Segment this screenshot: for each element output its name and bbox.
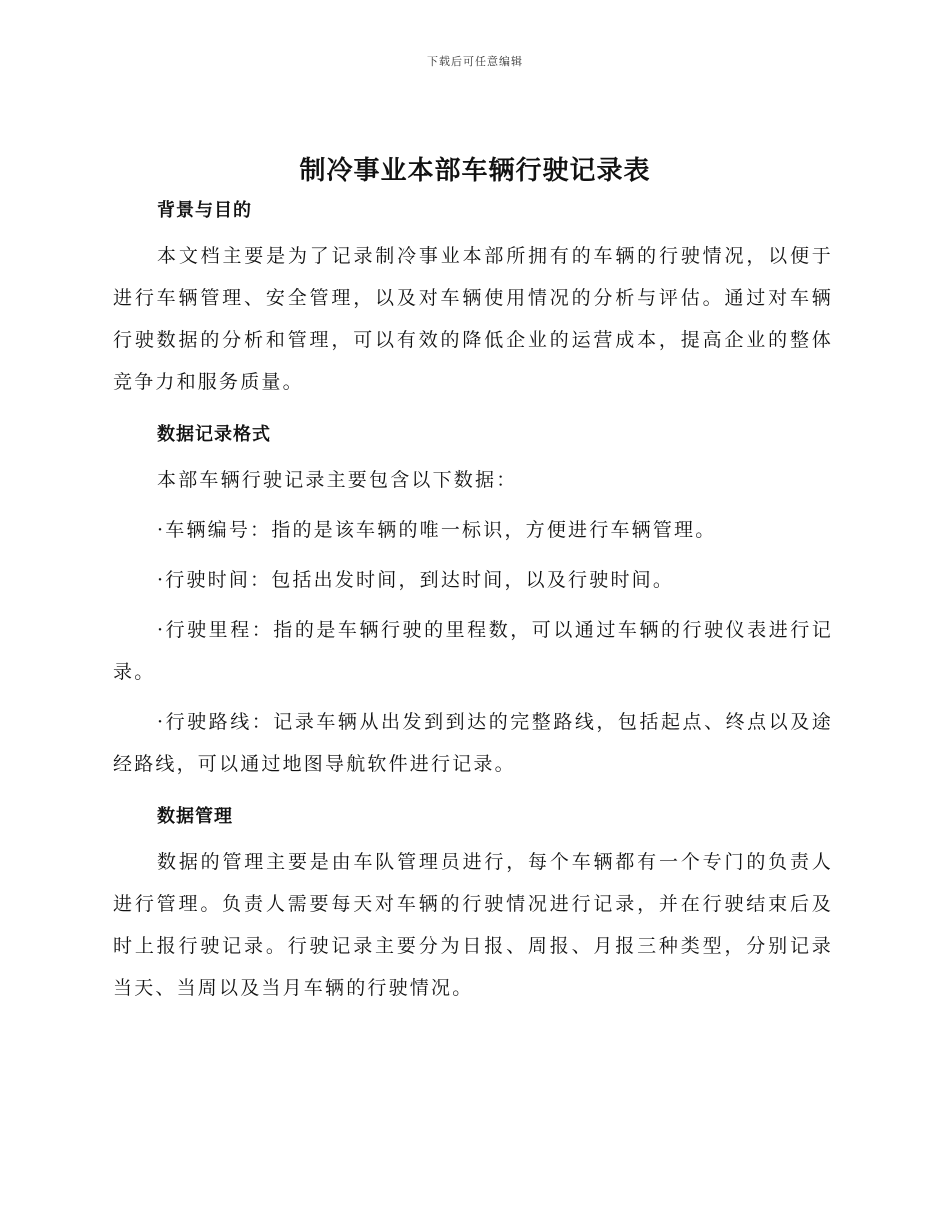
bullet-dot-icon: ·: [157, 619, 166, 641]
bullet-dot-icon: ·: [157, 711, 166, 733]
bullet-dot-icon: ·: [157, 519, 166, 541]
list-item-vehicle-id: [113, 509, 833, 551]
list-item-route: [113, 701, 833, 785]
document-title: 制冷事业本部车辆行驶记录表: [299, 156, 651, 186]
background-paragraph: 本文档主要是为了记录制冷事业本部所拥有的车辆的行驶情况，以便于进行车辆管理、安全管理，以及对车辆使用情况的分析与评估。通过对车辆行驶数据的分析和管理，可以有效的降低企业的运营成本，提高企业的整体竞争力和服务质量。: [113, 245, 833, 393]
section-data-management: [113, 801, 833, 1009]
section-heading-data-management: 数据管理: [157, 806, 233, 827]
list-item-text: 行驶里程：指的是车辆行驶的里程数，可以通过车辆的行驶仪表进行记录。: [113, 619, 833, 683]
bullet-dot-icon: ·: [157, 569, 166, 591]
list-item-mileage: [113, 609, 833, 693]
data-management-paragraph: 数据的管理主要是由车队管理员进行，每个车辆都有一个专门的负责人进行管理。负责人需要每天对车辆的行驶情况进行记录，并在行驶结束后及时上报行驶记录。行驶记录主要分为日报、周报、月报三种类型，分别记录当天、当周以及当月车辆的行驶情况。: [113, 851, 833, 999]
section-heading-background: 背景与目的: [157, 200, 252, 221]
document-body: [113, 195, 833, 1025]
section-heading-data-format: 数据记录格式: [157, 424, 271, 445]
list-item-drive-time: [113, 559, 833, 601]
data-format-intro: 本部车辆行驶记录主要包含以下数据：: [157, 469, 518, 491]
header-note: 下载后可任意编辑: [427, 55, 523, 68]
list-item-text: 行驶时间：包括出发时间，到达时间，以及行驶时间。: [165, 569, 675, 591]
section-background: [113, 195, 833, 403]
list-item-text: 行驶路线：记录车辆从出发到到达的完整路线，包括起点、终点以及途经路线，可以通过地图导航软件进行记录。: [113, 711, 833, 775]
list-item-text: 车辆编号：指的是该车辆的唯一标识，方便进行车辆管理。: [165, 519, 717, 541]
section-data-format: [113, 419, 833, 785]
